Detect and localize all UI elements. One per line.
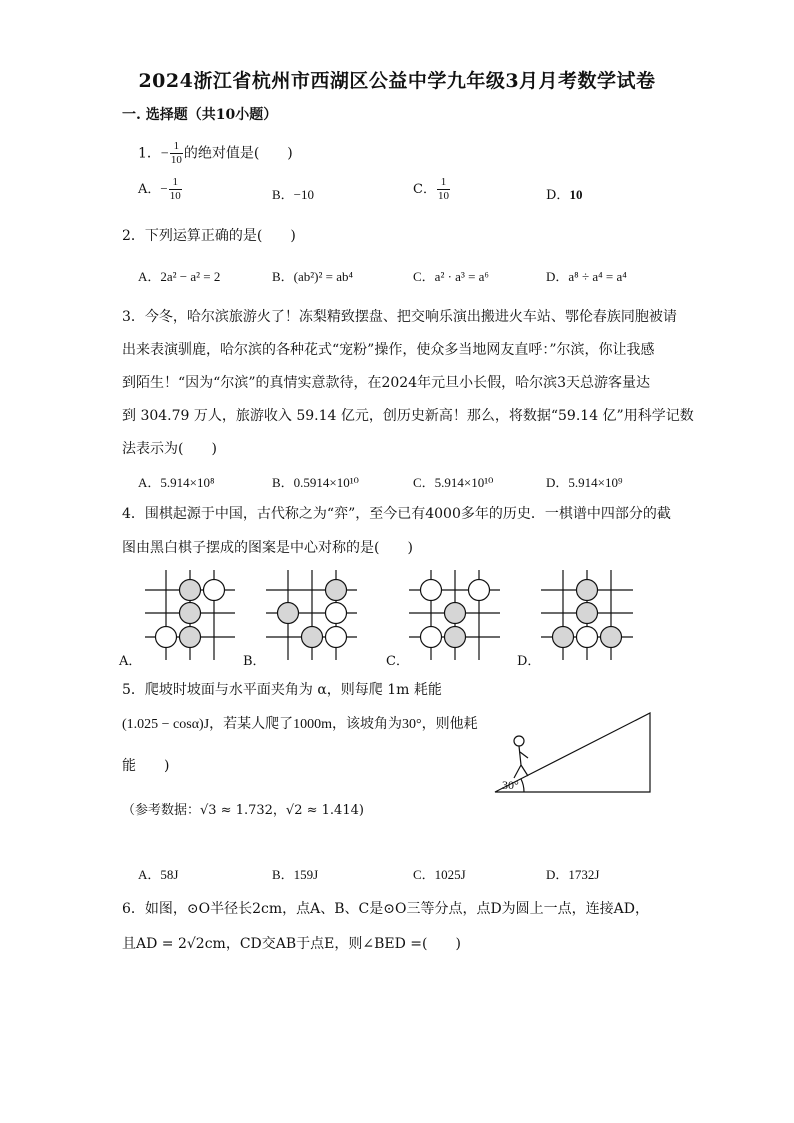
climber-leg xyxy=(521,765,528,776)
q1-number: 1． xyxy=(138,145,161,162)
stone-gray xyxy=(180,580,201,601)
go-diagram-b xyxy=(266,570,357,660)
stone-gray xyxy=(445,603,466,624)
question-3-line-2: 出来表演驯鹿，哈尔滨的各种花式“宠粉”操作，使众多当地网友直呼：”尔滨，你让我感 xyxy=(122,342,655,358)
q2-option-a[interactable]: A．2a² − a² = 2 xyxy=(138,269,221,284)
stone-gray xyxy=(445,627,466,648)
q2-option-d[interactable]: D．a⁸ ÷ a⁴ = a⁴ xyxy=(546,269,627,284)
stone-gray xyxy=(278,603,299,624)
q5-option-b[interactable]: B．159J xyxy=(272,867,319,882)
angle-arc xyxy=(521,779,524,792)
q3-option-c[interactable]: C．5.914×10¹⁰ xyxy=(413,475,494,490)
stone-white xyxy=(421,580,442,601)
q5-option-c[interactable]: C．1025J xyxy=(413,867,466,882)
climber-leg xyxy=(514,765,521,778)
q1-option-c-num: 1 xyxy=(437,176,450,190)
stone-white xyxy=(204,580,225,601)
stone-white xyxy=(469,580,490,601)
climber-head xyxy=(514,736,524,746)
question-5-line-3: 能 ) xyxy=(122,758,170,774)
question-3-line-3: 到陌生！“因为“尔滨”的真情实意款待，在2024年元旦小长假，哈尔滨3天总游客量达 xyxy=(122,375,651,391)
q3-option-a[interactable]: A．5.914×10⁸ xyxy=(138,475,215,490)
q1-option-a-den: 10 xyxy=(169,190,181,202)
go-diagram-c xyxy=(409,570,500,660)
question-6-line-2: 且AD = 2√2cm，CD交AB于点E，则∠BED =( ) xyxy=(122,936,461,952)
question-3-line-4: 到 304.79 万人，旅游收入 59.14 亿元，创历史新高！那么，将数据“59.14 亿”用科学记数 xyxy=(122,408,694,424)
go-diagram-d xyxy=(541,570,633,660)
stone-white xyxy=(326,627,347,648)
climber-arm xyxy=(520,752,528,758)
q1-option-a-minus: − xyxy=(160,181,168,196)
stone-white xyxy=(577,627,598,648)
q1-option-c-label: C． xyxy=(413,182,436,197)
stone-gray xyxy=(180,627,201,648)
go-label-c[interactable]: C． xyxy=(386,654,409,669)
q2-option-b[interactable]: B．(ab²)² = ab⁴ xyxy=(272,269,354,284)
q1-minus: − xyxy=(160,146,169,162)
stone-white xyxy=(421,627,442,648)
stone-gray xyxy=(601,627,622,648)
question-3-line-5: 法表示为( ) xyxy=(122,441,217,457)
q5-reference-data: （参考数据：√3 ≈ 1.732，√2 ≈ 1.414) xyxy=(122,803,364,818)
q5-option-d[interactable]: D．1732J xyxy=(546,867,600,882)
stone-gray xyxy=(326,580,347,601)
slope-angle-label: 30° xyxy=(502,778,519,792)
q1-option-d-value: 10 xyxy=(569,187,583,202)
question-4-line-2: 图由黑白棋子摆成的图案是中心对称的是( ) xyxy=(122,540,413,556)
q3-option-d[interactable]: D．5.914×10⁹ xyxy=(546,475,623,490)
stone-gray xyxy=(302,627,323,648)
q1-option-a-label: A． xyxy=(138,182,161,197)
question-3-line-1: 3．今冬，哈尔滨旅游火了！冻梨精致摆盘、把交响乐演出搬进火车站、鄂伦春族同胞被请 xyxy=(122,309,677,325)
q3-option-b[interactable]: B．0.5914×10¹⁰ xyxy=(272,475,359,490)
stone-white xyxy=(326,603,347,624)
q1-option-b[interactable]: B．−10 xyxy=(272,187,315,202)
stone-gray xyxy=(553,627,574,648)
go-label-b[interactable]: B． xyxy=(243,654,266,669)
question-6-line-1: 6．如图，⊙O半径长2cm，点A、B、C是⊙O三等分点，点D为圆上一点，连接AD， xyxy=(122,901,650,917)
stone-gray xyxy=(180,603,201,624)
q1-denominator: 10 xyxy=(170,154,182,166)
question-4-line-1: 4．围棋起源于中国，古代称之为“弈”，至今已有4000多年的历史．一棋谱中四部分的截 xyxy=(122,506,671,522)
q5-option-a[interactable]: A．58J xyxy=(138,867,179,882)
question-5-line-1: 5．爬坡时坡面与水平面夹角为 α，则每爬 1m 耗能 xyxy=(122,682,442,698)
go-label-a[interactable]: A． xyxy=(119,654,142,669)
stone-gray xyxy=(577,603,598,624)
question-5-line-2: (1.025 − cosα)J，若某人爬了1000m，该坡角为30°，则他耗 xyxy=(122,717,478,732)
section-heading: 一. 选择题（共10小题） xyxy=(122,107,278,123)
climber-body xyxy=(519,746,521,765)
q1-numerator: 1 xyxy=(170,140,183,154)
q1-option-d-label: D． xyxy=(546,188,570,203)
go-diagram-a xyxy=(145,570,235,660)
stone-gray xyxy=(577,580,598,601)
page-title: 2024浙江省杭州市西湖区公益中学九年级3月月考数学试卷 xyxy=(138,70,656,92)
q1-option-c-den: 10 xyxy=(437,190,449,202)
q2-option-c[interactable]: C．a² · a³ = a⁶ xyxy=(413,269,489,284)
stone-white xyxy=(156,627,177,648)
question-2-stem: 2．下列运算正确的是( ) xyxy=(122,228,296,244)
go-label-d[interactable]: D． xyxy=(517,654,541,669)
q1-option-a-num: 1 xyxy=(169,176,182,190)
q1-text: 的绝对值是( ) xyxy=(183,145,293,162)
